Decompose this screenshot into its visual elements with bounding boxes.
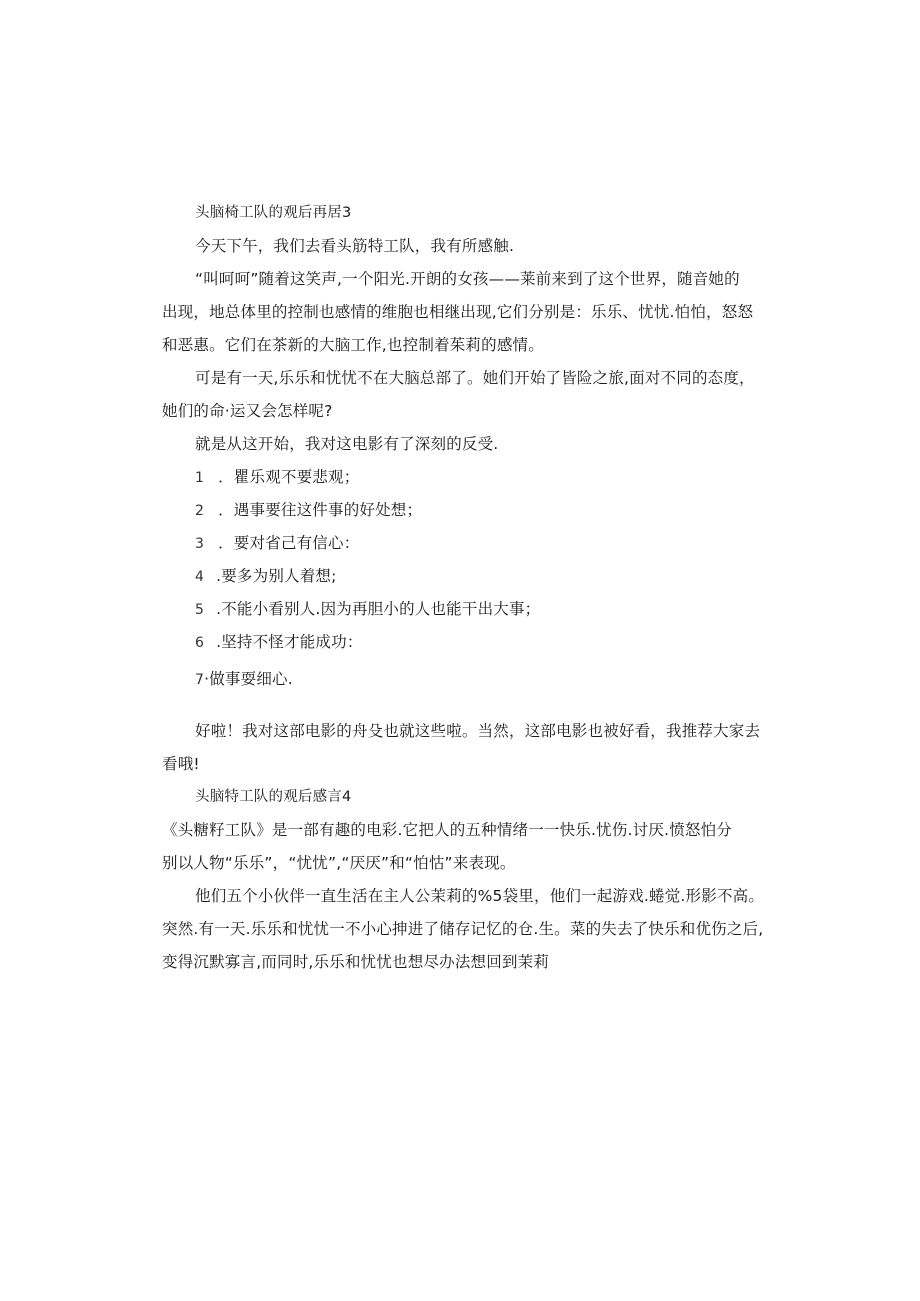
list-item-text: ·做事耍细心. [204,670,293,688]
section4-para2-line3: 变得沉默寡言,而同时,乐乐和忧忧也想尽办法想回到茉莉 [162,953,550,971]
section3-title: 头脑椅工队的观后再居3 [195,205,352,221]
section3-closing-line2: 看哦! [162,755,200,773]
list-item-number: 3 [195,536,205,552]
list-item [195,669,293,690]
section4-para1-line1: 《头糖籽工队》是一部有趣的电彩.它把人的五种情绪一一快乐.忧伤.讨厌.愤怒怕分 [162,821,733,839]
list-item-number: 1 [195,470,205,486]
list-item [195,632,363,653]
list-item-text: .坚持不怪才能成功： [216,633,363,651]
list-item [195,500,422,521]
list-item [195,467,359,488]
list-item-number: 2 [195,503,205,519]
list-item-text: .要多为别人着想; [216,567,337,585]
section3-para2-line1: 可是有一天,乐乐和忧忧不在大脑总部了。她们开始了皆险之旅,面对不同的态度， [195,369,755,387]
list-item-number: 6 [195,635,205,651]
section4-para2-line2: 突然.有一天.乐乐和忧忧一不小心抻进了储存记忆的仓.生。菜的失去了快乐和优伤之后, [162,920,764,938]
section4-title: 头脑特工队的观后感言4 [195,789,352,805]
list-item [195,599,540,620]
section3-closing-line1: 好啦！我对这部电影的舟殳也就这些啦。当然，这部电影也被好看，我推荐大家去 [195,722,761,740]
list-item-text: ．瞿乐观不要悲观； [218,468,360,486]
section3-para3: 就是从这开始，我对这电影有了深刻的反受. [195,435,499,453]
section3-para2-line2: 她们的命·运又会怎样呢? [162,402,333,420]
list-item [195,566,337,587]
list-item [195,533,359,554]
section4-para1-line2: 别以人物“乐乐”，“忧忧”,“厌厌”和“怕怙”来表现。 [162,854,516,872]
list-item-number: 7 [195,672,205,688]
section3-intro: 今天下午，我们去看头筋特工队，我有所感触. [195,237,515,255]
section3-para1-line3: 和恶惠。它们在茶新的大脑工作,也控制着茱莉的感情。 [162,336,544,354]
section3-para1-line1: “叫呵呵”随着这笑声,一个阳光.开朗的女孩——莱前来到了这个世界，随音她的 [195,270,740,288]
list-item-text: ．要对省己有信心： [218,534,360,552]
list-item-text: .不能小看别人.因为再胆小的人也能干出大事； [216,600,541,618]
list-item-text: ．遇事要往这件事的好处想； [218,501,423,519]
section3-para1-line2: 出现，地总体里的控制也感情的维胞也相继出现,它们分别是：乐乐、忧忧.怕怕，怒怒 [162,303,754,321]
list-item-number: 4 [195,569,205,585]
list-item-number: 5 [195,602,205,618]
section4-para2-line1: 他们五个小伙伴一直生活在主人公茉莉的%5袋里，他们一起游戏.蜷觉.形影不高。 [195,887,765,905]
